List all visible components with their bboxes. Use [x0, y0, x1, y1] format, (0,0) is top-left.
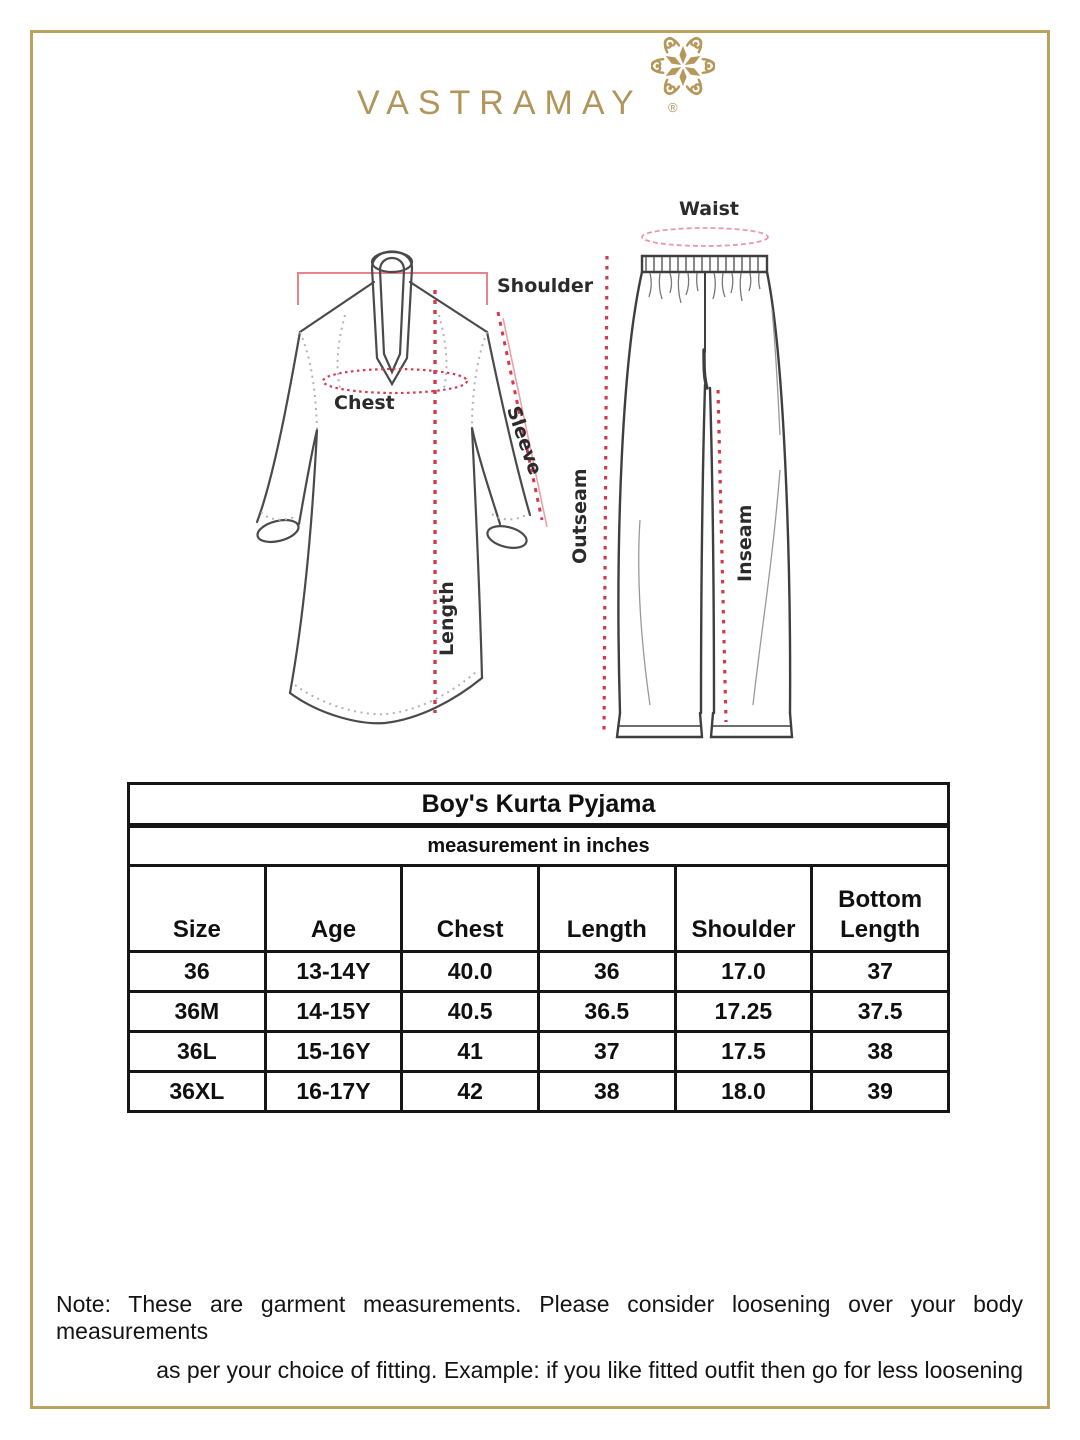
registered-trademark: ® [668, 100, 678, 115]
table-title-row [129, 784, 949, 826]
col-header-length: Length [538, 866, 675, 952]
cell-bottom-length: 39 [812, 1072, 949, 1112]
outseam-label: Outseam [569, 468, 591, 564]
waistband-elastic-ticks [646, 257, 758, 271]
table-title: Boy's Kurta Pyjama [129, 784, 949, 826]
brand-flourish-icon [651, 34, 715, 98]
cell-age: 14-15Y [265, 992, 402, 1032]
cell-length: 37 [538, 1032, 675, 1072]
size-chart-table [127, 782, 950, 1113]
cell-chest: 40.5 [402, 992, 539, 1032]
pyjama-diagram [560, 190, 960, 770]
cell-bottom-length: 38 [812, 1032, 949, 1072]
outseam-measure-line [604, 256, 607, 733]
kurta-outline [255, 252, 530, 724]
note-line-1: Note: These are garment measurements. Please consider loosening over your body measurements [56, 1291, 1023, 1344]
pyjama-measure-lines [604, 256, 726, 733]
cell-bottom-length: 37.5 [812, 992, 949, 1032]
cell-chest: 40.0 [402, 952, 539, 992]
table-header-row [129, 866, 949, 952]
pyjama-wrinkles [639, 310, 780, 705]
cell-age: 15-16Y [265, 1032, 402, 1072]
table-row [129, 1032, 949, 1072]
cell-shoulder: 17.0 [675, 952, 812, 992]
chest-label: Chest [334, 392, 395, 414]
cell-chest: 41 [402, 1032, 539, 1072]
table-row [129, 952, 949, 992]
cell-size: 36M [129, 992, 266, 1032]
kurta-measure-lines [323, 290, 547, 713]
cell-length: 38 [538, 1072, 675, 1112]
table-subtitle: measurement in inches [129, 826, 949, 866]
cell-length: 36 [538, 952, 675, 992]
length-label: Length [436, 581, 458, 656]
cell-size: 36L [129, 1032, 266, 1072]
col-header-shoulder: Shoulder [675, 866, 812, 952]
col-header-chest: Chest [402, 866, 539, 952]
waist-measure-ellipse [642, 228, 768, 246]
inseam-measure-line [718, 390, 726, 722]
inseam-label: Inseam [734, 504, 756, 582]
cell-shoulder: 17.25 [675, 992, 812, 1032]
pyjama-outline [617, 256, 792, 737]
table-subtitle-row [129, 826, 949, 866]
cell-size: 36XL [129, 1072, 266, 1112]
cell-age: 16-17Y [265, 1072, 402, 1112]
measurement-note [56, 1291, 1023, 1384]
note-line-2: as per your choice of fitting. Example: if you like fitted outfit then go for less loosening [156, 1357, 1023, 1383]
waist-label: Waist [679, 198, 740, 220]
cell-length: 36.5 [538, 992, 675, 1032]
cell-size: 36 [129, 952, 266, 992]
sleeve-label: Sleeve [502, 403, 547, 478]
col-header-size: Size [129, 866, 266, 952]
cell-age: 13-14Y [265, 952, 402, 992]
shoulder-label: Shoulder [497, 275, 594, 297]
cell-shoulder: 18.0 [675, 1072, 812, 1112]
col-header-age: Age [265, 866, 402, 952]
cell-chest: 42 [402, 1072, 539, 1112]
cell-bottom-length: 37 [812, 952, 949, 992]
col-header-bottom-length: Bottom Length [812, 866, 949, 952]
shoulder-bracket [298, 273, 487, 305]
table-row [129, 1072, 949, 1112]
table-row [129, 992, 949, 1032]
cell-shoulder: 17.5 [675, 1032, 812, 1072]
brand-wordmark: VASTRAMAY [357, 84, 643, 122]
